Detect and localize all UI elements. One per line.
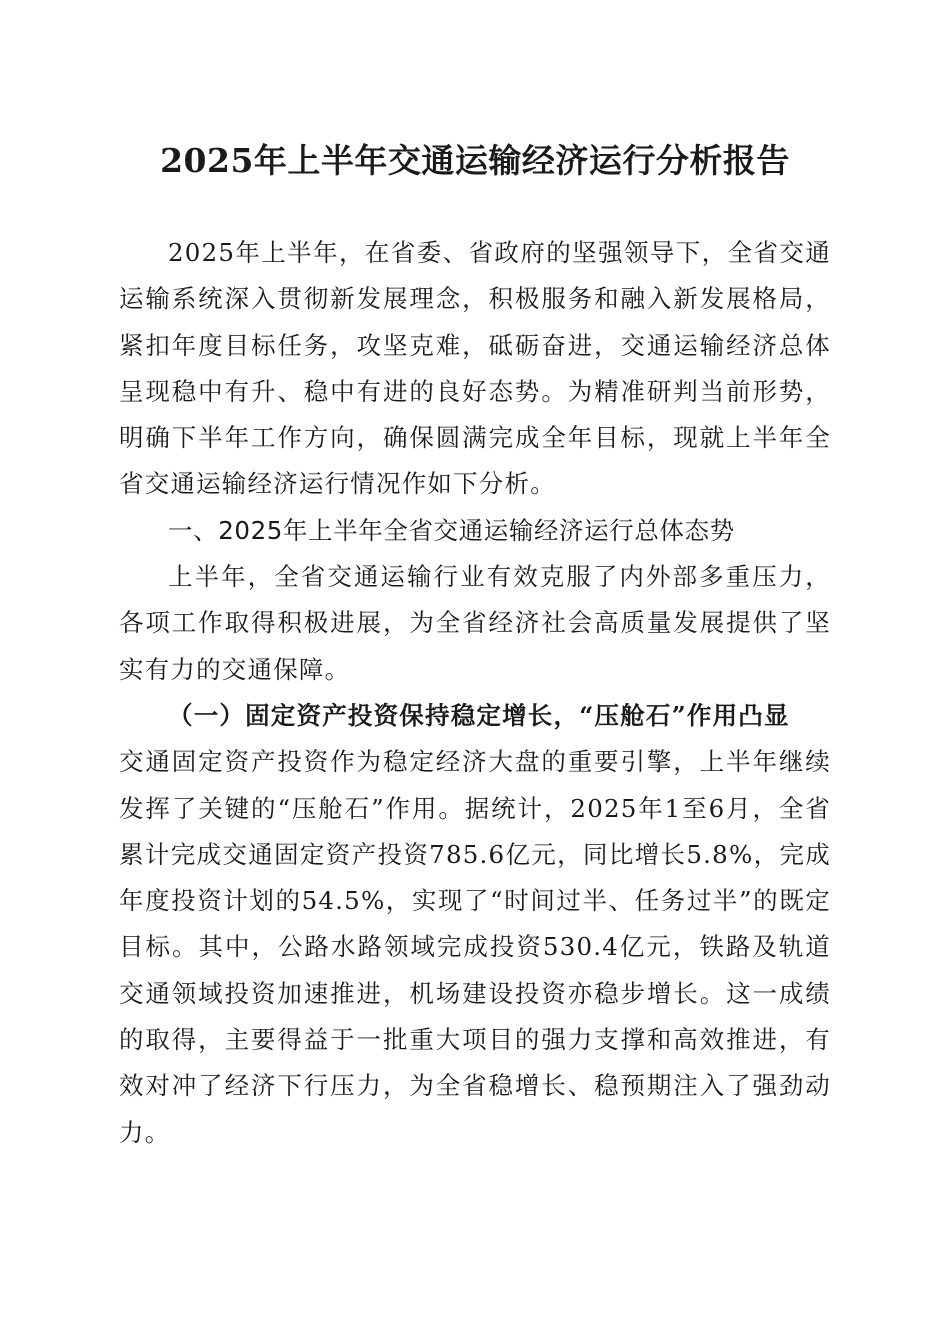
document-body — [119, 230, 831, 1156]
intro-paragraph: 2025年上半年，在省委、省政府的坚强领导下，全省交通运输系统深入贯彻新发展理念，积极服务和融入新发展格局，紧扣年度目标任务，攻坚克难，砥砺奋进，交通运输经济总体呈现稳中有升、稳中有进的良好态势。为精准研判当前形势，明确下半年工作方向，确保圆满完成全年目标，现就上半年全省交通运输经济运行情况作如下分析。 — [119, 238, 831, 499]
section-heading-1: 一、2025年上半年全省交通运输经济运行总体态势 — [168, 515, 735, 545]
document-title: 2025年上半年交通运输经济运行分析报告 — [160, 141, 790, 180]
subsection-1-paragraph: 交通固定资产投资作为稳定经济大盘的重要引擎，上半年继续发挥了关键的“压舱石”作用。据统计，2025年1至6月，全省累计完成交通固定资产投资785.6亿元，同比增长5.8%，完成年度投资计划的54.5%，实现了“时间过半、任务过半”的既定目标。其中，公路水路领域完成投资530.4亿元，铁路及轨道交通领域投资加速推进，机场建设投资亦稳步增长。这一成绩的取得，主要得益于一批重大项目的强力支撑和高效推进，有效对冲了经济下行压力，为全省稳增长、稳预期注入了强劲动力。 — [119, 747, 831, 1147]
subsection-heading-1: （一）固定资产投资保持稳定增长，“压舱石”作用凸显 — [168, 700, 790, 730]
section-1-paragraph: 上半年，全省交通运输行业有效克服了内外部多重压力，各项工作取得积极进展，为全省经济社会高质量发展提供了坚实有力的交通保障。 — [119, 562, 831, 684]
